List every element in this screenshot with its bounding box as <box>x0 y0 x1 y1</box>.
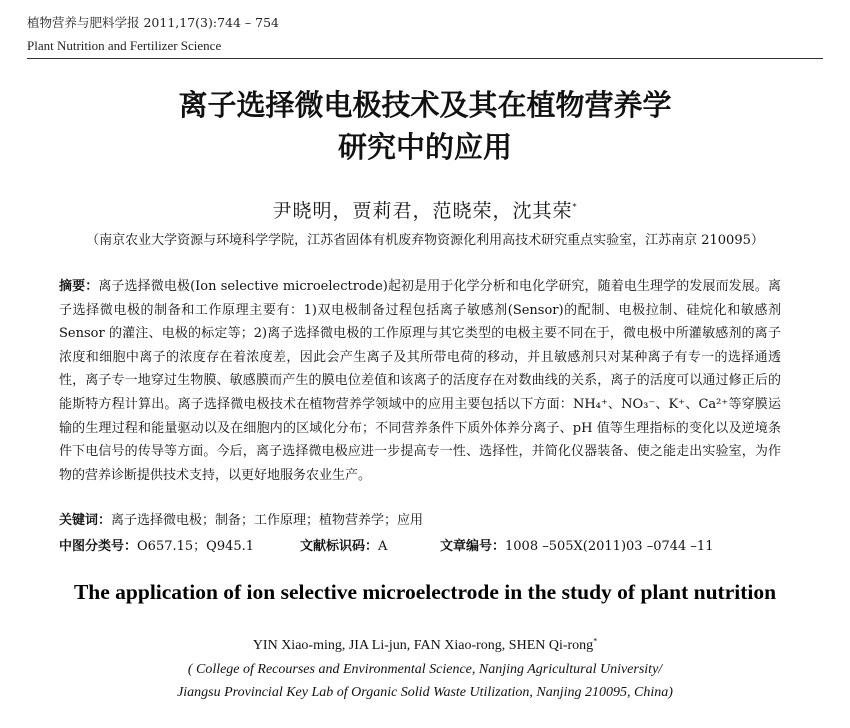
header-divider <box>27 58 823 59</box>
authors-en-names: YIN Xiao-ming, JIA Li-jun, FAN Xiao-rong, SHEN Qi-rong <box>252 638 594 653</box>
journal-citation-cn: 植物营养与肥料学报 2011,17(3):744 – 754 <box>27 15 279 30</box>
corresponding-author-mark-en: * <box>593 636 598 646</box>
authors-cn-names: 尹晓明，贾莉君，范晓荣，沈其荣 <box>272 200 573 222</box>
classification-line <box>59 535 781 554</box>
keywords-label: 关键词： <box>59 513 112 528</box>
title-cn-line1: 离子选择微电极技术及其在植物营养学 <box>178 88 672 122</box>
doc-code-label: 文献标识码： <box>300 539 379 554</box>
abstract-text-part2: 等穿膜运输的生理过程和能量驱动以及在细胞内的区域化分布；不同营养条件下质外体养分离子、pH 值等生理指标的变化以及逆境条件下电信号的传导等方面。今后，离子选择微电极应进一步提高专一性、选择性，并简化仪器装备、使之能走出实验室，为作物的营养诊断提供技术支持，以更好地服务农业生产。 <box>59 396 781 483</box>
abstract-ions: NH₄⁺、NO₃⁻、K⁺、Ca²⁺ <box>572 396 729 412</box>
journal-name-en: Plant Nutrition and Fertilizer Science <box>27 38 222 53</box>
keywords-text: 离子选择微电极；制备；工作原理；植物营养学；应用 <box>111 513 424 528</box>
clc-label: 中图分类号： <box>59 539 138 554</box>
clc-field <box>59 539 254 554</box>
affiliation-cn: （南京农业大学资源与环境科学学院，江苏省固体有机废弃物资源化利用高技术研究重点实验室，江苏南京 210095） <box>86 233 764 248</box>
doc-code-value: A <box>378 539 388 554</box>
article-number-value: 1008 –505X(2011)03 –0744 –11 <box>505 539 714 554</box>
page-title-cn <box>0 84 850 168</box>
abstract <box>59 275 781 487</box>
authors-en <box>0 638 850 654</box>
keywords <box>59 509 423 528</box>
abstract-text-part1: 离子选择微电极(Ion selective microelectrode)起初是用于化学分析和电化学研究，随着电生理学的发展而发展。离子选择微电极的制备和工作原理主要有：1)双电极制备过程包括离子敏感剂(Sensor)的配制、电极拉制、硅烷化和敏感剂 Sensor 的灌注、电极的标定等；2)离子选择微电极的工作原理与其它类型的电极主要不同在于，微电极中所灌敏感剂的离子浓度和细胞中离子的浓度存在着浓度差，因此会产生离子及其所带电荷的移动，并且敏感剂只对某种离子有专一的选择通透性，离子专一地穿过生物膜、敏感膜而产生的膜电位差值和该离子的活度存在对数曲线的关系，离子的活度可以通过修正后的能斯特方程计算出。离子选择微电极技术在植物营养学领域中的应用主要包括以下方面： <box>59 279 781 412</box>
page-title-en: The application of ion selective microelectrode in the study of plant nutrition <box>73 580 777 604</box>
affiliation-en-line2: Jiangsu Provincial Key Lab of Organic Solid Waste Utilization, Nanjing 210095, China) <box>177 685 673 700</box>
affiliation-en-line1: ( College of Recourses and Environmental Science, Nanjing Agricultural University/ <box>187 662 663 677</box>
authors-cn <box>0 196 850 223</box>
doc-code-field <box>300 535 387 554</box>
corresponding-author-mark: * <box>572 202 578 212</box>
article-number-field <box>440 535 713 554</box>
title-cn-line2: 研究中的应用 <box>337 130 512 164</box>
clc-value: O657.15；Q945.1 <box>137 539 255 554</box>
article-number-label: 文章编号： <box>440 539 506 554</box>
abstract-label: 摘要： <box>59 279 99 294</box>
